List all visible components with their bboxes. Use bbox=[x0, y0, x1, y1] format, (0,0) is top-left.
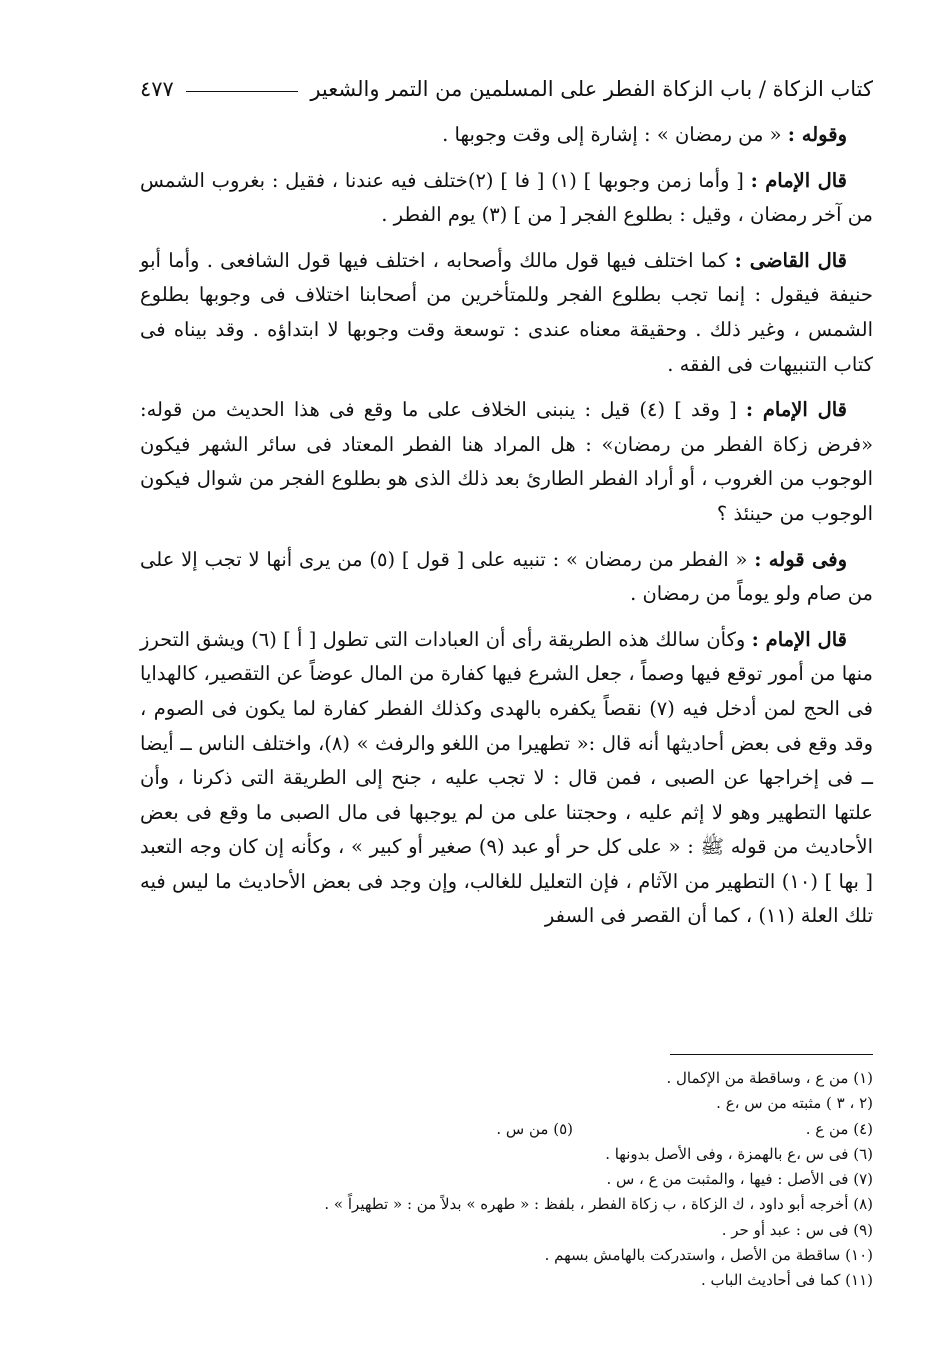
paragraph-text: « من رمضان » : إشارة إلى وقت وجوبها . bbox=[442, 123, 788, 146]
footnote: (٨) أخرجه أبو داود ، ك الزكاة ، ب زكاة الفطر ، بلفظ : « طهره » بدلاً من : « تطهيراً » . bbox=[324, 1195, 873, 1214]
paragraph-lead: وفى قوله : bbox=[754, 547, 847, 571]
paragraph bbox=[140, 623, 873, 934]
paragraph bbox=[140, 164, 873, 233]
footnote: (١٠) ساقطة من الأصل ، واستدركت بالهامش بسهم . bbox=[544, 1246, 873, 1265]
paragraph-text: كما اختلف فيها قول مالك وأصحابه ، اختلف فيها قول الشافعى . وأما أبو حنيفة فيقول : إنما تجب بطلوع الفجر وللمتأخرين من أصحابنا اختلاف فى وجوبها بطلوع الشمس ، وغير ذلك . وحقيقة معناه عندى : توسعة وقت وجوبها لا ابتداؤه . وقد بيناه فى كتاب التنبيهات فى الفقه . bbox=[140, 248, 873, 376]
paragraph-text: وكأن سالك هذه الطريقة رأى أن العبادات التى تطول [ أ ] (٦) ويشق التحرز منها من أمور توقع فيها وصماً ، جعل الشرع فيها كفارة من المال عوضاً عن التقصير، كالهدايا فى الحج لمن أدخل فيه (٧) نقصاً يكفره بالهدى وكذلك الفطر كفارة لما يكون فى الصوم ، وقد وقع فى بعض أحاديثها أنه قال :« تطهيرا من اللغو والرفث » (٨)، واختلف الناس ــ أيضا ــ فى إخراجها عن الصبى ، فمن قال : لا تجب عليه ، جنح إلى الطريقة التى ذكرنا ، وأن علتها التطهير وهو لا إثم عليه ، وحجتنا على من لم يوجبها فى مال الصبى ما وقع فى بعض الأحاديث من قوله ﷺ : « على كل حر أو عبد (٩) صغير أو كبير » ، وكأنه إن كان وجه التعبد [ بها ] (١٠) التطهير من الآثام ، فإن التعليل للغالب، وإن وجد فى بعض الأحاديث ما ليس فيه تلك العلة (١١) ، كما أن القصر فى السفر bbox=[140, 627, 873, 928]
footnote: (٩) فى س : عبد أو حر . bbox=[721, 1220, 873, 1239]
footnote: (٦) فى س ،ع بالهمزة ، وفى الأصل بدونها . bbox=[605, 1144, 873, 1163]
header-rule bbox=[186, 91, 299, 92]
footnote: (١) من ع ، وساقطة من الإكمال . bbox=[666, 1069, 873, 1087]
running-header bbox=[140, 72, 873, 106]
paragraph-text: [ وقد ] (٤) قيل : ينبنى الخلاف على ما وقع فى هذا الحديث من قوله: «فرض زكاة الفطر من رمضان» : هل المراد هنا الفطر المعتاد فى سائر الشهر فيكون الوجوب من الغروب ، أو أراد الفطر الطارئ بعد ذلك الذى هو بطلوع الفجر من شوال فيكون الوجوب من حينئذ ؟ bbox=[140, 398, 873, 525]
paragraph bbox=[140, 244, 873, 382]
footnote: (١١) كما فى أحاديث الباب . bbox=[700, 1271, 873, 1290]
footnote-second: (٥) من س . bbox=[496, 1119, 573, 1138]
paragraph bbox=[140, 543, 873, 612]
footnote: (٢ ، ٣ ) مثبته من س ،ع . bbox=[716, 1094, 873, 1113]
paragraph-lead: قال الإمام : bbox=[750, 168, 848, 192]
footnotes bbox=[140, 1066, 873, 1294]
page-number: ٤٧٧ bbox=[140, 77, 174, 101]
paragraph bbox=[140, 393, 873, 531]
main-text bbox=[140, 118, 873, 945]
paragraph-lead: قال الإمام : bbox=[751, 627, 847, 651]
footnote-separator bbox=[670, 1054, 873, 1055]
paragraph-text: [ وأما زمن وجوبها ] (١) [ فا ] (٢)ختلف فيه عندنا ، فقيل : بغروب الشمس من آخر رمضان ، وقيل : بطلوع الفجر [ من ] (٣) يوم الفطر . bbox=[140, 168, 873, 227]
footnote: (٤) من ع . (٥) من س . bbox=[140, 1117, 873, 1142]
paragraph-lead: قال القاضى : bbox=[734, 248, 847, 272]
header-title: كتاب الزكاة / باب الزكاة الفطر على المسلمين من التمر والشعير bbox=[310, 77, 873, 101]
footnote: (٧) فى الأصل : فيها ، والمثبت من ع ، س . bbox=[606, 1170, 873, 1189]
paragraph-lead: قال الإمام : bbox=[745, 398, 847, 422]
paragraph-lead: وقوله : bbox=[787, 123, 847, 146]
paragraph bbox=[140, 118, 873, 153]
paragraph-text: « الفطر من رمضان » : تنبيه على [ قول ] (٥) من يرى أنها لا تجب إلا على من صام ولو يوماً من رمضان . bbox=[140, 547, 873, 606]
